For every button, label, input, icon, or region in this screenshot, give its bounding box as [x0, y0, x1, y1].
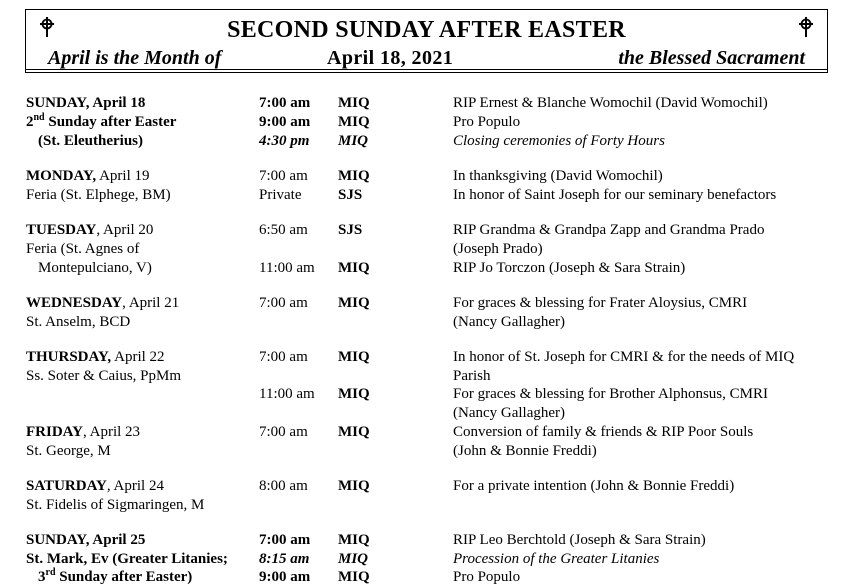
feast-name: St. Fidelis of Sigmaringen, M — [26, 497, 205, 513]
schedule-row — [0, 186, 850, 205]
day-heading — [26, 477, 164, 496]
schedule-row — [0, 259, 850, 278]
feast-name: St. George, M — [26, 443, 111, 459]
schedule-row — [0, 531, 850, 550]
mass-time: 8:15 am — [259, 551, 310, 567]
mass-intention: RIP Leo Berchtold (Joseph & Sara Strain) — [453, 532, 706, 548]
day-name: MONDAY, — [26, 168, 97, 184]
mass-location: MIQ — [338, 260, 370, 276]
mass-intention-continued: (Nancy Gallagher) — [453, 405, 566, 421]
mass-location: MIQ — [338, 168, 370, 184]
mass-time: 6:50 am — [259, 222, 308, 238]
mass-location: MIQ — [338, 424, 370, 440]
feast-name: Ss. Soter & Caius, PpMm — [26, 368, 182, 384]
mass-location: MIQ — [338, 532, 370, 548]
commemoration — [38, 568, 192, 587]
cross-icon — [797, 16, 815, 38]
feast-name: St. Mark, Ev (Greater Litanies; — [26, 551, 228, 567]
day-name: SATURDAY — [26, 478, 107, 494]
feast-name — [26, 113, 176, 132]
day-name: FRIDAY — [26, 424, 83, 440]
mass-time: 7:00 am — [259, 95, 311, 111]
mass-location: MIQ — [338, 551, 369, 567]
mass-time: 7:00 am — [259, 295, 308, 311]
mass-intention: RIP Jo Torczon (Joseph & Sara Strain) — [453, 260, 686, 276]
day-heading: SUNDAY, April 18 — [26, 95, 146, 111]
schedule-row — [0, 294, 850, 313]
day-name: WEDNESDAY — [26, 295, 123, 311]
day-heading — [26, 294, 179, 313]
schedule-row — [0, 423, 850, 442]
mass-intention-continued: (Nancy Gallagher) — [453, 314, 566, 330]
page-title: SECOND SUNDAY AFTER EASTER — [227, 17, 626, 43]
feast-name: Feria (St. Elphege, BM) — [26, 187, 171, 203]
mass-time: 7:00 am — [259, 349, 308, 365]
mass-location: MIQ — [338, 349, 370, 365]
schedule-row — [0, 385, 850, 404]
day-date: , April 24 — [106, 478, 164, 494]
mass-location: MIQ — [338, 386, 370, 402]
mass-time: 9:00 am — [259, 114, 311, 130]
feast-name-continued: Montepulciano, V) — [38, 260, 152, 276]
mass-location: MIQ — [338, 569, 370, 585]
mass-time: 7:00 am — [259, 532, 311, 548]
schedule-row — [0, 167, 850, 186]
mass-location: MIQ — [338, 295, 370, 311]
day-name: TUESDAY — [26, 222, 97, 238]
schedule-row — [0, 404, 850, 423]
mass-intention: RIP Ernest & Blanche Womochil (David Womochil) — [453, 95, 768, 111]
mass-intention: In honor of St. Joseph for CMRI & for the needs of MIQ — [453, 349, 795, 365]
day-name: THURSDAY, — [26, 349, 112, 365]
schedule-row — [0, 113, 850, 132]
day-date: , April 23 — [82, 424, 141, 440]
day-heading — [26, 221, 153, 240]
mass-time: 9:00 am — [259, 569, 311, 585]
mass-intention: In thanksgiving (David Womochil) — [453, 168, 663, 184]
mass-location: MIQ — [338, 95, 370, 111]
mass-intention-continued: (John & Bonnie Freddi) — [453, 443, 597, 459]
day-heading: SUNDAY, April 25 — [26, 532, 146, 548]
mass-intention: For a private intention (John & Bonnie Freddi) — [453, 478, 735, 494]
mass-intention: In honor of Saint Joseph for our seminary benefactors — [453, 187, 777, 203]
month-dedication-label: April is the Month of — [48, 47, 222, 69]
schedule-row — [0, 132, 850, 151]
schedule-row — [0, 550, 850, 569]
mass-intention: Closing ceremonies of Forty Hours — [453, 133, 665, 149]
mass-time: 4:30 pm — [259, 133, 310, 149]
mass-time: 8:00 am — [259, 478, 308, 494]
schedule-row — [0, 442, 850, 461]
ordinal-number: 2 — [26, 114, 34, 130]
schedule-row — [0, 568, 850, 587]
mass-intention: RIP Grandma & Grandpa Zapp and Grandma Prado — [453, 222, 765, 238]
day-date: April 19 — [96, 168, 150, 184]
mass-location: SJS — [338, 222, 363, 238]
mass-location: MIQ — [338, 114, 370, 130]
schedule-row — [0, 477, 850, 496]
schedule-row — [0, 221, 850, 240]
day-heading — [26, 423, 140, 442]
mass-time: Private — [259, 187, 302, 203]
day-date: , April 20 — [96, 222, 154, 238]
feast-text: Sunday after Easter) — [59, 569, 193, 585]
schedule-row — [0, 496, 850, 515]
mass-intention: For graces & blessing for Brother Alphonsus, CMRI — [453, 386, 768, 402]
commemoration: (St. Eleutherius) — [38, 133, 143, 149]
mass-time: 7:00 am — [259, 424, 308, 440]
feast-text: Sunday after Easter — [48, 114, 177, 130]
mass-time: 11:00 am — [259, 386, 315, 402]
ordinal-suffix: rd — [45, 567, 56, 578]
mass-intention-continued: (Joseph Prado) — [453, 241, 543, 257]
schedule-row — [0, 94, 850, 113]
schedule-row — [0, 240, 850, 259]
ordinal-suffix: nd — [33, 112, 45, 123]
mass-location: MIQ — [338, 478, 370, 494]
day-date: April 22 — [111, 349, 165, 365]
ordinal-number: 3 — [38, 569, 46, 585]
mass-intention-continued: Parish — [453, 368, 491, 384]
mass-time: 11:00 am — [259, 260, 315, 276]
day-date: , April 21 — [122, 295, 180, 311]
mass-intention: Pro Populo — [453, 569, 521, 585]
mass-location: MIQ — [338, 133, 369, 149]
mass-intention: For graces & blessing for Frater Aloysius, CMRI — [453, 295, 748, 311]
schedule-row — [0, 313, 850, 332]
mass-location: SJS — [338, 187, 363, 203]
bulletin-date: April 18, 2021 — [327, 47, 454, 69]
schedule-row — [0, 348, 850, 367]
mass-intention: Conversion of family & friends & RIP Poor Souls — [453, 424, 754, 440]
mass-intention: Procession of the Greater Litanies — [453, 551, 660, 567]
feast-name: Feria (St. Agnes of — [26, 241, 140, 257]
mass-intention: Pro Populo — [453, 114, 521, 130]
day-heading — [26, 348, 165, 367]
mass-time: 7:00 am — [259, 168, 308, 184]
month-dedication-name: the Blessed Sacrament — [618, 47, 805, 69]
schedule-row — [0, 367, 850, 386]
feast-name: St. Anselm, BCD — [26, 314, 131, 330]
bulletin-header — [25, 9, 828, 73]
day-heading — [26, 167, 150, 186]
